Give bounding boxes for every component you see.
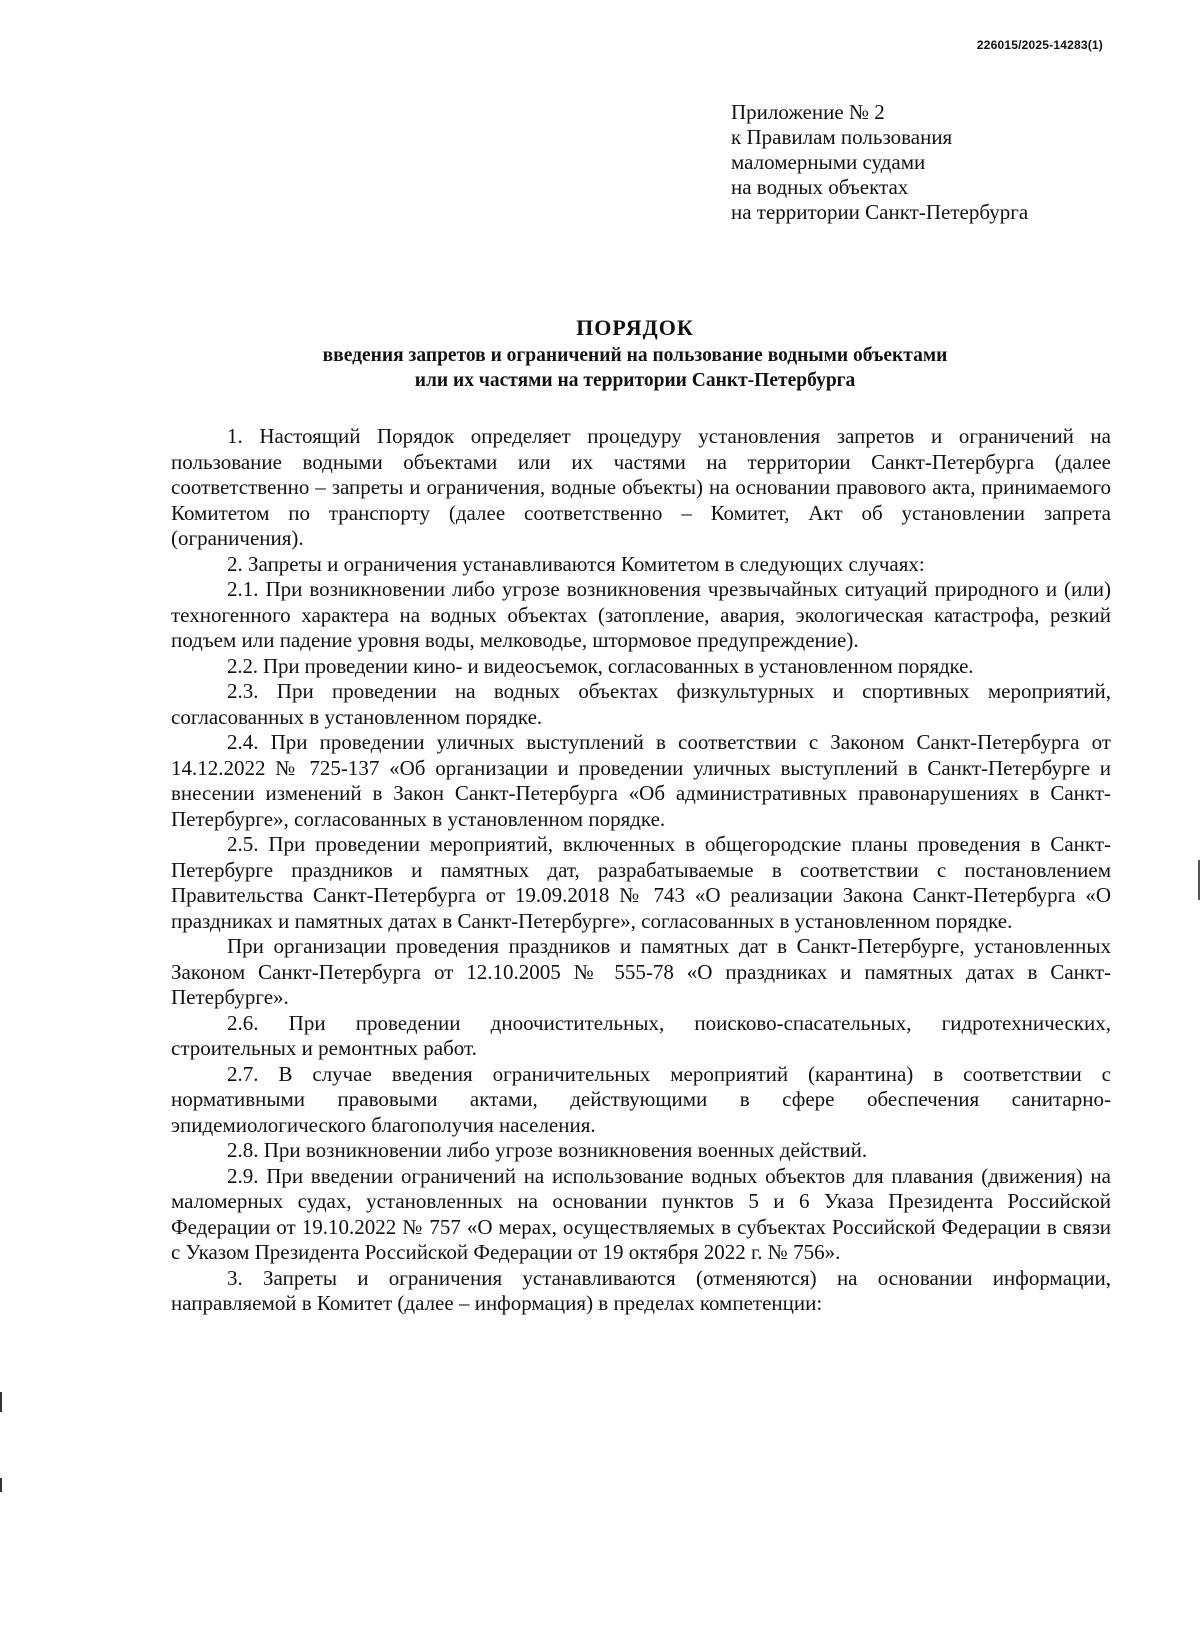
- paragraph-1: 1. Настоящий Порядок определяет процедуру установления запретов и ограничений на пользование водными объектами или их частями на территории Санкт-Петербурга (далее соответственно – запреты и ограничения, водные объекты) на основании правового акта, принимаемого Комитетом по транспорту (далее соответственно – Комитет, Акт об установлении запрета (ограничения).: [171, 424, 1111, 550]
- appendix-line: к Правилам пользования: [731, 125, 953, 149]
- scan-edge-mark: [0, 1392, 2, 1412]
- paragraph-2-2: 2.2. При проведении кино- и видеосъемок, согласованных в установленном порядке.: [227, 653, 974, 678]
- appendix-line: на водных объектах: [731, 175, 909, 199]
- paragraph-2-4: 2.4. При проведении уличных выступлений в соответствии с Законом Санкт-Петербурга от 14.12.2022 № 725-137 «Об организации и проведении уличных выступлений в Санкт-Петербурге и внесении изменений в Закон Санкт-Петербурга «Об административных правонарушениях в Санкт-Петербурге», согласованных в установленном порядке.: [171, 730, 1111, 831]
- title-subtitle-line: или их частями на территории Санкт-Петербурга: [414, 370, 856, 391]
- scan-edge-mark: [0, 1478, 2, 1492]
- appendix-block: [731, 100, 1028, 225]
- paragraph-2-3: 2.3. При проведении на водных объектах физкультурных и спортивных мероприятий, согласованных в установленном порядке.: [171, 679, 1111, 729]
- paragraph-3: 3. Запреты и ограничения устанавливаются (отменяются) на основании информации, направляемой в Комитет (далее – информация) в пределах компетенции:: [171, 1265, 1111, 1315]
- paragraph-2-7: 2.7. В случае введения ограничительных мероприятий (карантина) в соответствии с нормативными правовыми актами, действующими в сфере обеспечения санитарно-эпидемиологического благополучия населения.: [171, 1061, 1111, 1137]
- title-main: ПОРЯДОК: [576, 315, 694, 340]
- paragraph-2-9: 2.9. При введении ограничений на использование водных объектов для плавания (движения) на маломерных судах, установленных на основании пунктов 5 и 6 Указа Президента Российской Федерации от 19.10.2022 № 757 «О мерах, осуществляемых в субъектах Российской Федерации в связи с Указом Президента Российской Федерации от 19 октября 2022 г. № 756».: [171, 1163, 1111, 1264]
- paragraph-2-5-continued: При организации проведения праздников и памятных дат в Санкт-Петербурге, установленных Законом Санкт-Петербурга от 12.10.2005 № 555-78 «О праздниках и памятных датах в Санкт-Петербурге».: [171, 934, 1111, 1009]
- appendix-line: Приложение № 2: [731, 100, 885, 124]
- appendix-line: маломерными судами: [731, 150, 926, 174]
- document-title: [170, 313, 1100, 393]
- title-subtitle-line: введения запретов и ограничений на пользование водными объектами: [322, 345, 948, 366]
- paragraph-2-5: 2.5. При проведении мероприятий, включенных в общегородские планы проведения в Санкт-Петербурге праздников и памятных дат, разрабатываемые в соответствии с постановлением Правительства Санкт-Петербурга от 19.09.2018 № 743 «О реализации Закона Санкт-Петербурга «О праздниках и памятных датах в Санкт-Петербурге», согласованных в установленном порядке.: [171, 832, 1111, 933]
- paragraph-2-6: 2.6. При проведении дноочистительных, поисково-спасательных, гидротехнических, строительных и ремонтных работ.: [171, 1010, 1111, 1060]
- document-body: [171, 424, 1111, 1317]
- appendix-line: на территории Санкт-Петербурга: [731, 200, 1029, 224]
- document-number: 226015/2025-14283(1): [976, 38, 1103, 52]
- paragraph-2-8: 2.8. При возникновении либо угрозе возникновения военных действий.: [227, 1138, 868, 1162]
- paragraph-2-1: 2.1. При возникновении либо угрозе возникновения чрезвычайных ситуаций природного и (или) техногенного характера на водных объектах (затопление, авария, экологическая катастрофа, резкий подъем или падение уровня воды, мелководье, штормовое предупреждение).: [171, 577, 1111, 652]
- paragraph-2: 2. Запреты и ограничения устанавливаются Комитетом в следующих случаях:: [227, 551, 925, 576]
